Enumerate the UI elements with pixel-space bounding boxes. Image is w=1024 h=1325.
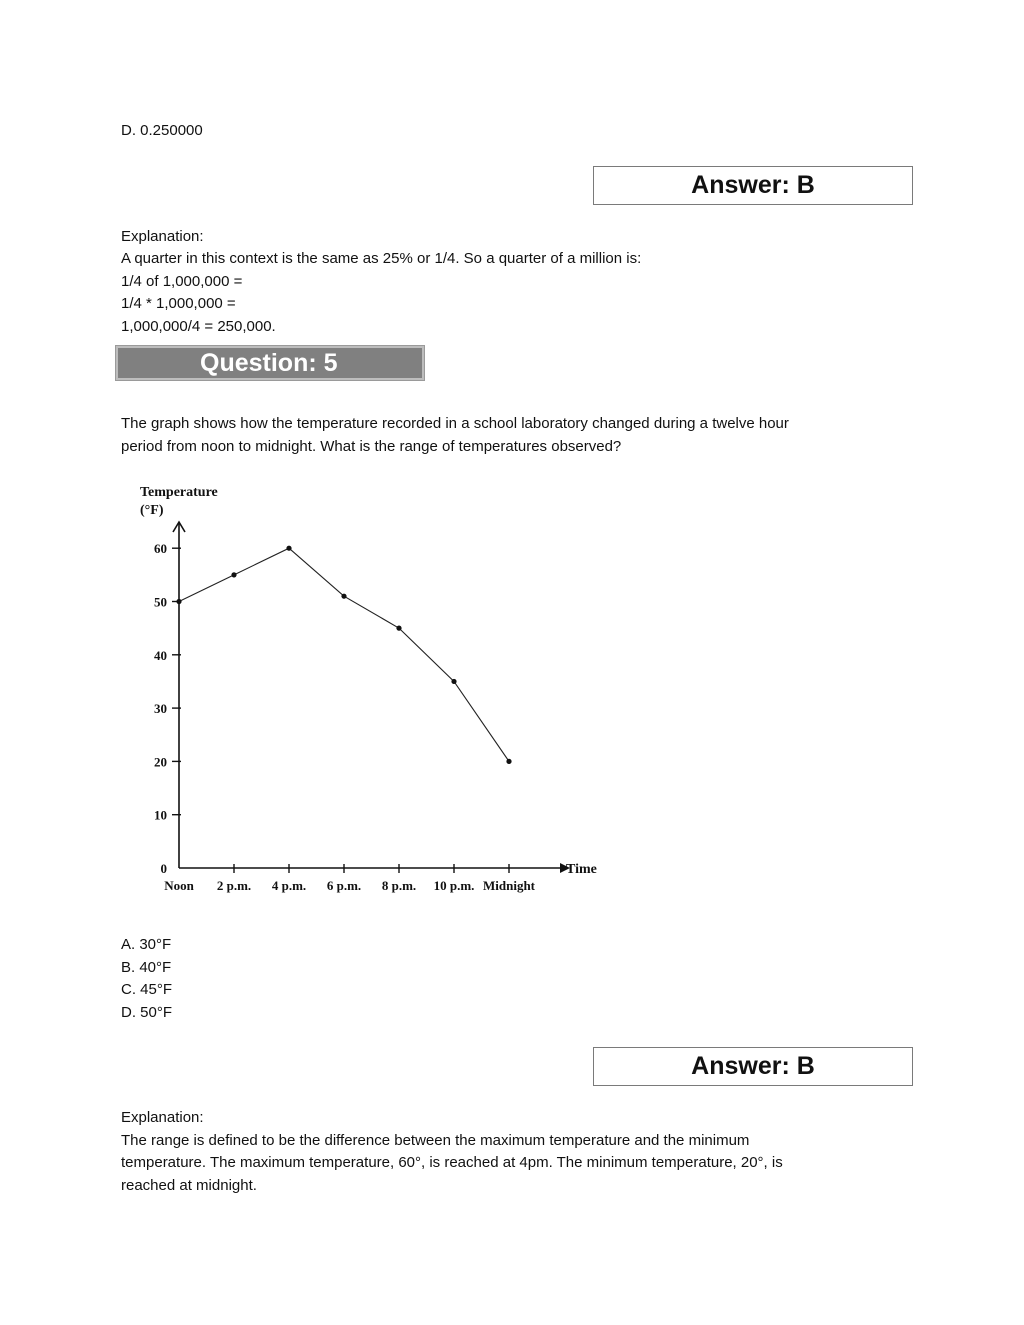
question-text-line: period from noon to midnight. What is the range of temperatures observed? bbox=[121, 438, 622, 455]
x-tick-label: 8 p.m. bbox=[381, 878, 417, 893]
y-tick-label: 40 bbox=[154, 647, 167, 663]
x-tick-label: 6 p.m. bbox=[326, 878, 362, 893]
question-title: Question: 5 bbox=[200, 349, 338, 377]
y-tick-label: 60 bbox=[154, 541, 167, 557]
x-tick-label: 2 p.m. bbox=[216, 878, 252, 893]
question-banner bbox=[116, 346, 424, 380]
y-tick-label: 30 bbox=[154, 701, 167, 717]
explanation-heading: Explanation: bbox=[121, 1109, 204, 1126]
x-tick-label: Midnight bbox=[482, 878, 536, 893]
y-tick-label: 10 bbox=[154, 807, 167, 823]
explanation-line: 1/4 * 1,000,000 = bbox=[121, 295, 236, 312]
y-tick-label: 0 bbox=[160, 861, 167, 876]
temperature-line-chart bbox=[120, 470, 620, 900]
explanation-line: A quarter in this context is the same as 25% or 1/4. So a quarter of a million is: bbox=[121, 250, 642, 267]
series-line bbox=[179, 548, 509, 761]
answer-box-previous: Answer: B bbox=[593, 166, 913, 205]
data-point bbox=[231, 572, 236, 577]
x-tick-label: Noon bbox=[164, 878, 194, 893]
data-point bbox=[506, 759, 511, 764]
explanation-line: The range is defined to be the difference between the maximum temperature and the minimum bbox=[121, 1132, 750, 1149]
explanation-line: 1/4 of 1,000,000 = bbox=[121, 273, 243, 290]
explanation-line: temperature. The maximum temperature, 60°, is reached at 4pm. The minimum temperature, 20°, is bbox=[121, 1154, 783, 1171]
data-point bbox=[286, 546, 291, 551]
data-point bbox=[341, 594, 346, 599]
x-tick-label: 4 p.m. bbox=[271, 878, 307, 893]
x-tick-label: 10 p.m. bbox=[433, 878, 475, 893]
explanation-line: 1,000,000/4 = 250,000. bbox=[121, 318, 276, 335]
option-d: D. 50°F bbox=[121, 1004, 173, 1021]
explanation-line: reached at midnight. bbox=[121, 1177, 257, 1194]
y-axis-label-line1: Temperature bbox=[140, 485, 218, 500]
explanation-heading-previous: Explanation: bbox=[121, 228, 204, 245]
chart-series bbox=[176, 546, 511, 764]
y-tick-label: 50 bbox=[154, 594, 167, 610]
data-point bbox=[451, 679, 456, 684]
option-c: C. 45°F bbox=[121, 981, 173, 998]
option-d-previous: D. 0.250000 bbox=[121, 122, 203, 139]
y-ticks bbox=[154, 541, 181, 876]
y-axis-label-line2: (°F) bbox=[140, 503, 164, 518]
data-point bbox=[176, 599, 181, 604]
option-b: B. 40°F bbox=[121, 959, 172, 976]
data-point bbox=[396, 626, 401, 631]
question-text-line: The graph shows how the temperature recorded in a school laboratory changed during a twelve hour bbox=[121, 415, 789, 432]
y-tick-label: 20 bbox=[154, 754, 167, 770]
answer-box: Answer: B bbox=[593, 1047, 913, 1086]
x-axis-label: Time bbox=[566, 862, 597, 877]
option-a: A. 30°F bbox=[121, 936, 172, 953]
